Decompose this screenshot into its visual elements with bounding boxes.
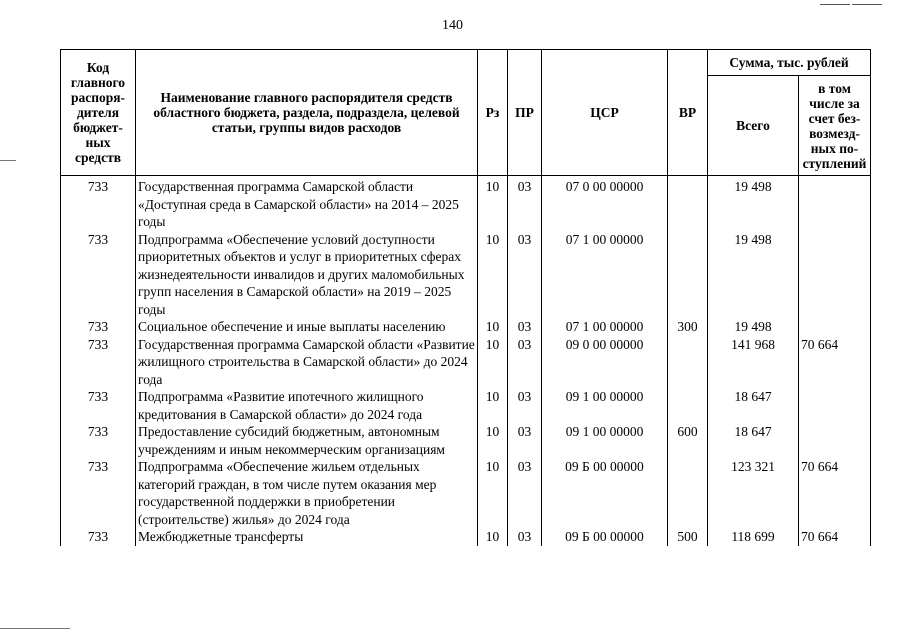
header-rz: Рз [478,50,508,176]
cell-vsego: 141 968 [708,336,799,389]
header-vr: ВР [668,50,708,176]
cell-csr: 09 Б 00 00000 [542,528,668,546]
cell-csr: 09 1 00 00000 [542,388,668,423]
cell-csr: 09 0 00 00000 [542,336,668,389]
cell-kod: 733 [61,176,136,231]
cell-kod: 733 [61,458,136,528]
cell-vr [668,176,708,231]
cell-rz: 10 [478,336,508,389]
cell-csr: 07 0 00 00000 [542,176,668,231]
cell-pr: 03 [508,318,542,336]
cell-kod: 733 [61,388,136,423]
cell-csr: 09 1 00 00000 [542,423,668,458]
cell-rz: 10 [478,388,508,423]
cell-pr: 03 [508,176,542,231]
scan-margin-tick [0,160,16,161]
cell-bezvozm [799,231,871,319]
cell-kod: 733 [61,336,136,389]
header-name: Наименование главного распорядителя средств областного бюджета, раздела, подраздела, целевой статьи, группы видов расходов [136,50,478,176]
header-pr: ПР [508,50,542,176]
header-vsego: Всего [708,76,799,176]
table-row [61,528,871,546]
scan-margin-tick [0,628,70,629]
cell-name: Предоставление субсидий бюджетным, автономным учреждениям и иным некоммерческим организациям [136,423,478,458]
cell-pr: 03 [508,458,542,528]
cell-vr [668,388,708,423]
cell-rz: 10 [478,176,508,231]
cell-name: Государственная программа Самарской области «Доступная среда в Самарской области» на 2014 – 2025 годы [136,176,478,231]
cell-vsego: 18 647 [708,388,799,423]
cell-pr: 03 [508,528,542,546]
cell-vsego: 118 699 [708,528,799,546]
cell-bezvozm [799,318,871,336]
cell-vr: 500 [668,528,708,546]
cell-bezvozm [799,388,871,423]
cell-kod: 733 [61,231,136,319]
cell-bezvozm: 70 664 [799,336,871,389]
cell-name: Подпрограмма «Обеспечение жильем отдельных категорий граждан, в том числе путем оказания мер государственной поддержки в приобретении (строительстве) жилья» до 2024 года [136,458,478,528]
cell-bezvozm [799,176,871,231]
table-row [61,176,871,231]
cell-kod: 733 [61,423,136,458]
table-row [61,231,871,319]
table-row [61,423,871,458]
cell-vsego: 18 647 [708,423,799,458]
cell-kod: 733 [61,318,136,336]
cell-name: Государственная программа Самарской области «Развитие жилищного строительства в Самарской области» до 2024 года [136,336,478,389]
cell-csr: 09 Б 00 00000 [542,458,668,528]
cell-rz: 10 [478,458,508,528]
table-row [61,388,871,423]
cell-pr: 03 [508,231,542,319]
cell-bezvozm: 70 664 [799,458,871,528]
cell-name: Подпрограмма «Развитие ипотечного жилищного кредитования в Самарской области» до 2024 года [136,388,478,423]
cell-name: Подпрограмма «Обеспечение условий доступности приоритетных объектов и услуг в приоритетных сферах жизнедеятельности инвалидов и других маломобильных групп населения в Самарской области» на 2019 – 2025 годы [136,231,478,319]
cell-pr: 03 [508,423,542,458]
budget-table [60,49,871,546]
cell-pr: 03 [508,336,542,389]
cell-vr [668,231,708,319]
cell-vsego: 19 498 [708,231,799,319]
cell-rz: 10 [478,423,508,458]
cell-kod: 733 [61,528,136,546]
cell-vr [668,336,708,389]
table-body [61,176,871,546]
page-number: 140 [442,18,463,33]
header-csr: ЦСР [542,50,668,176]
cell-bezvozm [799,423,871,458]
cell-pr: 03 [508,388,542,423]
cell-rz: 10 [478,231,508,319]
cell-rz: 10 [478,528,508,546]
cell-rz: 10 [478,318,508,336]
cell-vsego: 19 498 [708,176,799,231]
cell-csr: 07 1 00 00000 [542,318,668,336]
cell-vr: 300 [668,318,708,336]
cell-bezvozm: 70 664 [799,528,871,546]
header-summa: Сумма, тыс. рублей [708,50,871,76]
scan-edge-mark [820,4,850,5]
header-kod: Код главного распоря-дителя бюджет-ных средств [61,50,136,176]
cell-vsego: 19 498 [708,318,799,336]
cell-vr: 600 [668,423,708,458]
table-row [61,336,871,389]
table-row [61,458,871,528]
header-bezvozm: в том числе за счет без-возмезд-ных по-ступлений [799,76,871,176]
scan-edge-mark [852,4,882,5]
cell-name: Межбюджетные трансферты [136,528,478,546]
cell-vr [668,458,708,528]
cell-vsego: 123 321 [708,458,799,528]
table-row [61,318,871,336]
cell-name: Социальное обеспечение и иные выплаты населению [136,318,478,336]
cell-csr: 07 1 00 00000 [542,231,668,319]
